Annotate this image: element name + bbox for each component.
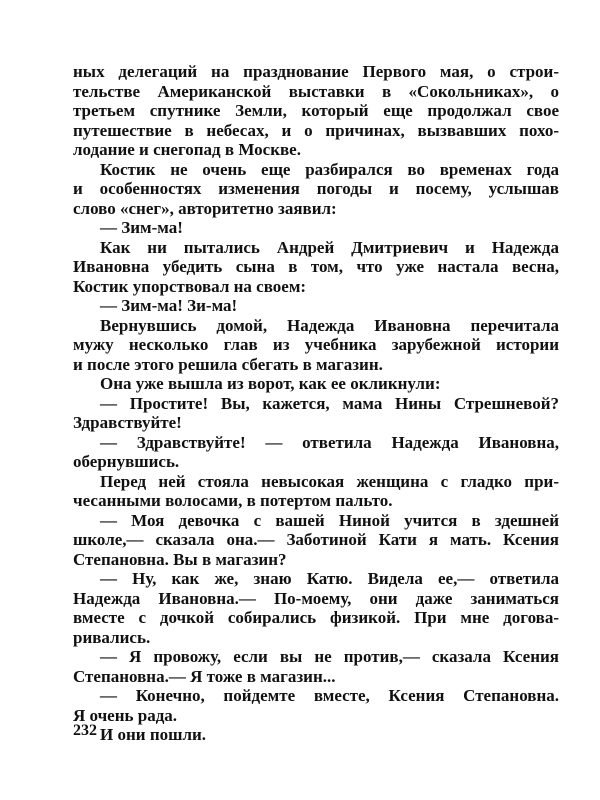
text-line: Она уже вышла из ворот, как ее окликнули: xyxy=(100,374,441,393)
text-line: лодание и снегопад в Москве. xyxy=(73,140,301,159)
text-line: путешествие в небесах, и о причинах, вызвавших похо- xyxy=(73,120,559,140)
text-line: Здравствуйте! xyxy=(73,413,182,432)
text-line: — Зим-ма! Зи-ма! xyxy=(100,296,238,315)
text-line: третьем спутнике Земли, который еще продолжал свое xyxy=(73,101,559,120)
text-line: — Моя девочка с вашей Ниной учится в здешней xyxy=(100,510,559,530)
text-line: — Конечно, пойдемте вместе, Ксения Степановна. xyxy=(100,686,559,705)
text-line: И они пошли. xyxy=(100,725,207,744)
text-line: Я очень рада. xyxy=(73,705,178,725)
text-line: чесанными волосами, в потертом пальто. xyxy=(73,491,393,510)
text-line: тельстве Американской выставки в «Сокольниках», о xyxy=(73,81,559,101)
text-line: Костик не очень еще разбирался во временах года xyxy=(100,159,559,179)
text-line: — Ну, как же, знаю Катю. Видела ее,— ответила xyxy=(100,569,559,588)
text-line: слово «снег», авторитетно заявил: xyxy=(73,198,337,218)
text-line: Степановна.— Я тоже в магазин... xyxy=(73,666,336,686)
text-line: — Зим-ма! xyxy=(100,218,183,237)
text-line: вместе с дочкой собирались физикой. При мне догова- xyxy=(73,608,559,627)
text-line: и после этого решила сбегать в магазин. xyxy=(73,354,383,374)
text-line: школе,— сказала она.— Заботиной Кати я мать. Ксения xyxy=(73,530,559,549)
page-number: 232 xyxy=(73,722,97,739)
text-line: Как ни пытались Андрей Дмитриевич и Надежда xyxy=(100,237,559,257)
text-line: обернувшись. xyxy=(73,452,180,471)
text-line: Ивановна убедить сына в том, что уже настала весна, xyxy=(73,257,559,276)
text-line: — Я провожу, если вы не против,— сказала Ксения xyxy=(100,647,559,666)
text-line: и особенностях изменения погоды и посему, услышав xyxy=(73,179,559,198)
text-line: — Здравствуйте! — ответила Надежда Ивановна, xyxy=(100,432,559,452)
text-line: Перед ней стояла невысокая женщина с гладко при- xyxy=(100,471,559,491)
text-line: мужу несколько глав из учебника зарубежной истории xyxy=(73,335,559,354)
text-line: Костик упорствовал на своем: xyxy=(73,276,307,296)
text-line: Степановна. Вы в магазин? xyxy=(73,549,287,569)
text-line: Надежда Ивановна.— По-моему, они даже заниматься xyxy=(73,588,559,608)
text-line: Вернувшись домой, Надежда Ивановна перечитала xyxy=(100,315,559,335)
text-line: ривались. xyxy=(73,627,151,647)
page-text xyxy=(73,62,559,745)
text-line: ных делегаций на празднование Первого мая, о строи- xyxy=(73,62,559,81)
text-line: — Простите! Вы, кажется, мама Нины Стрешневой? xyxy=(100,393,559,413)
